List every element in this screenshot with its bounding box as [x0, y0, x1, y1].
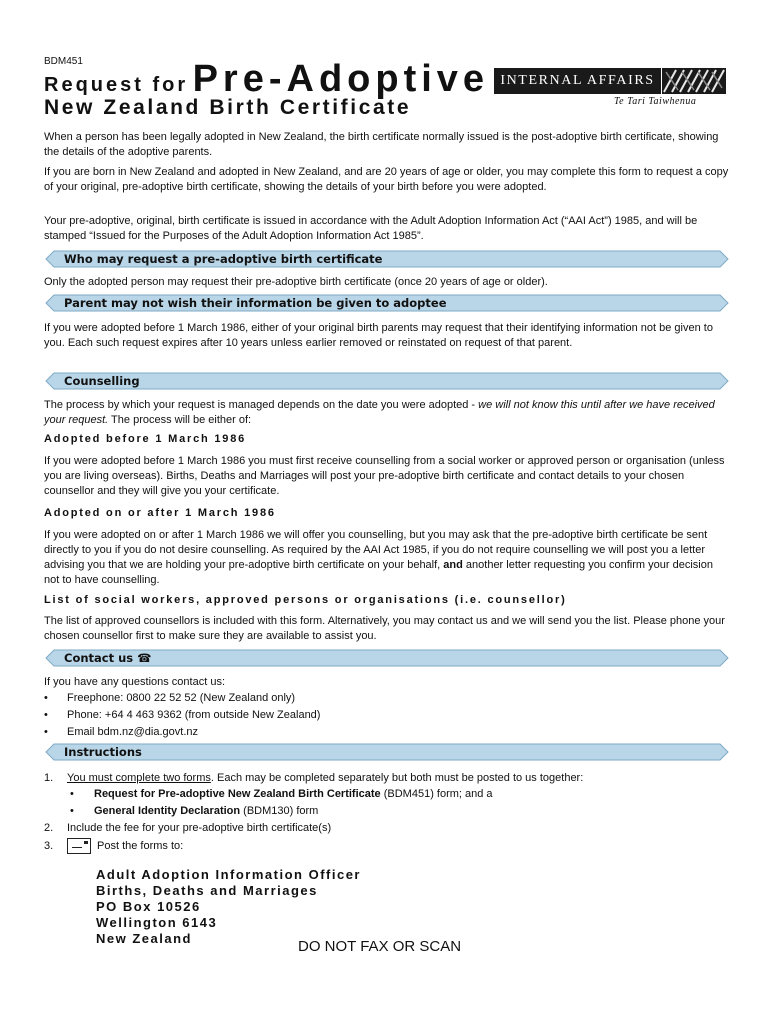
counselling-intro [44, 398, 730, 428]
counselling-intro-text: The process by which your request is managed depends on the date you were adopted - [44, 399, 479, 411]
bullet: • [44, 726, 48, 738]
logo-subtext: Te Tari Taiwhenua [614, 96, 697, 107]
contact-email[interactable] [44, 725, 198, 740]
counselling-intro-italic: we will not know this until after we have received your request. [44, 399, 715, 426]
instruction-1-underlined: You must complete two forms [67, 772, 211, 784]
section-heading-instructions: Instructions [64, 745, 142, 759]
address-line-1: Adult Adoption Information Officer [96, 867, 361, 882]
counselling-intro-end: The process will be either of: [108, 414, 252, 426]
list-number: 2. [44, 822, 54, 834]
after-1986-text [44, 528, 730, 588]
instruction-1-sub-2-text: (BDM130) form [240, 805, 319, 817]
instruction-3-text: Post the forms to: [97, 839, 184, 852]
page-subtitle: New Zealand Birth Certificate [44, 96, 412, 119]
contact-phone [44, 708, 320, 723]
section-banner-contact [44, 649, 730, 667]
form-name-bdm130: General Identity Declaration [94, 805, 241, 817]
form-name-bdm451: Request for Pre-adoptive New Zealand Birth Certificate [94, 788, 381, 800]
envelope-icon [67, 838, 91, 854]
title-prefix: Request for [44, 74, 189, 96]
section-banner-who [44, 250, 730, 268]
page-title [44, 58, 489, 101]
instruction-2 [44, 821, 331, 836]
instruction-3 [44, 838, 183, 854]
intro-paragraph-2: If you are born in New Zealand and adopted in New Zealand, and are 20 years of age or older, you may complete this form to request a copy of your original, pre-adoptive birth certificate, showing the details of your birth before you were adopted. [44, 166, 729, 193]
contact-freephone-text: Freephone: 0800 22 52 52 (New Zealand only) [67, 692, 296, 704]
instruction-1-sub-1 [70, 787, 493, 802]
contact-intro: If you have any questions contact us: [44, 676, 226, 688]
counsellor-list-text: The list of approved counsellors is included with this form. Alternatively, you may contact us and we will send you the list. Please phone your chosen counsellor first to make sure they are available to assist you. [44, 615, 725, 642]
address-line-2: Births, Deaths and Marriages [96, 883, 318, 898]
intro-paragraph-3: Your pre-adoptive, original, birth certificate is issued in accordance with the Adult Adoption Information Act (“AAI Act”) 1985, and will be stamped “Issued for the Purposes of the Adult Adoption Information Act 1985”. [44, 215, 698, 242]
title-emphasis: Pre-Adoptive [192, 58, 490, 100]
who-text: Only the adopted person may request their pre-adoptive birth certificate (once 20 years of age or older). [44, 276, 548, 288]
weave-pattern-icon [662, 68, 726, 94]
list-number: 3. [44, 839, 54, 852]
section-heading-parent: Parent may not wish their information be given to adoptee [64, 296, 447, 310]
instruction-2-text: Include the fee for your pre-adoptive birth certificate(s) [67, 822, 332, 834]
intro-paragraph-1: When a person has been legally adopted in New Zealand, the birth certificate normally issued is the post-adoptive birth certificate, showing the details of the adoptive parents. [44, 131, 719, 158]
subheading-before-1986: Adopted before 1 March 1986 [44, 433, 247, 445]
after-1986-text-main: If you were adopted on or after 1 March 1986 we will offer you counselling, but you may ask that the pre-adoptive birth certificate be sent directly to you if you do not desire counselling. As required by the AAI Act 1985, if you do not require counselling we will post you a letter advising you that we are holding your pre-adoptive birth certificate on your behalf, [44, 529, 708, 571]
instruction-1 [44, 771, 583, 786]
section-banner-parent [44, 294, 730, 312]
bullet: • [44, 692, 48, 704]
parent-text: If you were adopted before 1 March 1986, either of your original birth parents may request that their identifying information not be given to you. Each such request expires after 10 years unless earlier removed or reinstated on request of that parent. [44, 322, 713, 349]
address-line-3: PO Box 10526 [96, 899, 201, 914]
address-line-4: Wellington 6143 [96, 915, 218, 930]
subheading-counsellor-list: List of social workers, approved persons or organisations (i.e. counsellor) [44, 594, 567, 606]
logo-wordmark: INTERNAL AFFAIRS [494, 68, 661, 94]
instruction-1-sub-1-text: (BDM451) form; and a [380, 788, 493, 800]
section-banner-instructions [44, 743, 730, 761]
address-line-5: New Zealand [96, 931, 192, 946]
after-1986-text-and: and [443, 559, 463, 571]
internal-affairs-logo [494, 68, 726, 110]
bullet: • [44, 709, 48, 721]
contact-freephone [44, 691, 295, 706]
after-1986-text-end: another letter requesting you confirm your decision not to have counselling. [44, 559, 713, 586]
subheading-after-1986: Adopted on or after 1 March 1986 [44, 507, 276, 519]
list-number: 1. [44, 772, 54, 784]
instruction-1-sub-2 [70, 804, 318, 819]
contact-email-text[interactable]: Email bdm.nz@dia.govt.nz [67, 726, 199, 738]
bullet: • [70, 788, 74, 800]
section-heading-counselling: Counselling [64, 374, 140, 388]
bullet: • [70, 805, 74, 817]
contact-phone-text: Phone: +64 4 463 9362 (from outside New Zealand) [67, 709, 321, 721]
section-heading-contact: Contact us ☎ [64, 651, 152, 665]
form-code: BDM451 [44, 56, 83, 67]
no-fax-notice: DO NOT FAX OR SCAN [298, 938, 462, 955]
section-banner-counselling [44, 372, 730, 390]
section-heading-who: Who may request a pre-adoptive birth certificate [64, 252, 383, 266]
instruction-1-text: . Each may be completed separately but both must be posted to us together: [210, 772, 584, 784]
before-1986-text: If you were adopted before 1 March 1986 you must first receive counselling from a social worker or approved person or organisation (unless you are living overseas). Births, Deaths and Marriages will post your pre-adoptive birth certificate and contact details to your chosen counsellor and they will give you your certificate. [44, 455, 725, 497]
